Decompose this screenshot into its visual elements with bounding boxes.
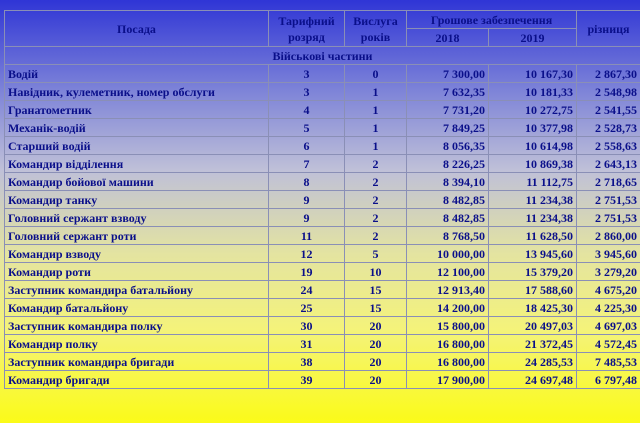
table-row bbox=[5, 353, 640, 371]
cell-pay-2019: 11 112,75 bbox=[489, 173, 577, 191]
cell-difference: 4 697,03 bbox=[577, 317, 640, 335]
cell-pay-2019: 20 497,03 bbox=[489, 317, 577, 335]
cell-service: 2 bbox=[345, 173, 407, 191]
cell-pay-2019: 10 614,98 bbox=[489, 137, 577, 155]
table-row bbox=[5, 101, 640, 119]
cell-service: 2 bbox=[345, 227, 407, 245]
cell-service: 15 bbox=[345, 281, 407, 299]
header-year-2019: 2019 bbox=[489, 29, 577, 47]
cell-position: Водій bbox=[5, 65, 269, 83]
table-row bbox=[5, 245, 640, 263]
header-difference: різниця bbox=[577, 11, 640, 47]
cell-pay-2018: 8 482,85 bbox=[407, 209, 489, 227]
table-row bbox=[5, 227, 640, 245]
cell-difference: 2 548,98 bbox=[577, 83, 640, 101]
cell-difference: 4 675,20 bbox=[577, 281, 640, 299]
cell-pay-2018: 7 300,00 bbox=[407, 65, 489, 83]
table-row bbox=[5, 299, 640, 317]
cell-rank: 6 bbox=[269, 137, 345, 155]
cell-position: Механік-водій bbox=[5, 119, 269, 137]
cell-pay-2019: 24 285,53 bbox=[489, 353, 577, 371]
cell-rank: 5 bbox=[269, 119, 345, 137]
header-rank-line2: розряд bbox=[288, 29, 325, 44]
cell-service: 5 bbox=[345, 245, 407, 263]
cell-service: 2 bbox=[345, 209, 407, 227]
cell-rank: 30 bbox=[269, 317, 345, 335]
cell-service: 0 bbox=[345, 65, 407, 83]
cell-pay-2018: 17 900,00 bbox=[407, 371, 489, 389]
cell-rank: 7 bbox=[269, 155, 345, 173]
cell-difference: 7 485,53 bbox=[577, 353, 640, 371]
cell-service: 10 bbox=[345, 263, 407, 281]
cell-position: Головний сержант роти bbox=[5, 227, 269, 245]
cell-position: Командир бригади bbox=[5, 371, 269, 389]
cell-pay-2019: 18 425,30 bbox=[489, 299, 577, 317]
header-pay: Грошове забезпечення bbox=[407, 11, 577, 29]
header-rank bbox=[269, 11, 345, 47]
cell-difference: 3 279,20 bbox=[577, 263, 640, 281]
cell-difference: 2 541,55 bbox=[577, 101, 640, 119]
cell-position: Командир полку bbox=[5, 335, 269, 353]
cell-position: Гранатометник bbox=[5, 101, 269, 119]
table-row bbox=[5, 209, 640, 227]
table-row bbox=[5, 137, 640, 155]
cell-pay-2018: 7 632,35 bbox=[407, 83, 489, 101]
cell-pay-2018: 7 731,20 bbox=[407, 101, 489, 119]
cell-service: 1 bbox=[345, 137, 407, 155]
cell-rank: 9 bbox=[269, 191, 345, 209]
cell-pay-2019: 11 234,38 bbox=[489, 191, 577, 209]
cell-position: Заступник командира бригади bbox=[5, 353, 269, 371]
cell-difference: 2 643,13 bbox=[577, 155, 640, 173]
cell-position: Командир батальйону bbox=[5, 299, 269, 317]
table-row bbox=[5, 281, 640, 299]
table-row bbox=[5, 83, 640, 101]
cell-pay-2019: 11 628,50 bbox=[489, 227, 577, 245]
cell-pay-2018: 12 100,00 bbox=[407, 263, 489, 281]
cell-pay-2019: 17 588,60 bbox=[489, 281, 577, 299]
table-row bbox=[5, 119, 640, 137]
cell-pay-2018: 8 768,50 bbox=[407, 227, 489, 245]
cell-service: 20 bbox=[345, 335, 407, 353]
cell-rank: 39 bbox=[269, 371, 345, 389]
cell-rank: 8 bbox=[269, 173, 345, 191]
cell-difference: 3 945,60 bbox=[577, 245, 640, 263]
header-service-line1: Вислуга bbox=[353, 13, 398, 28]
cell-position: Командир танку bbox=[5, 191, 269, 209]
cell-position: Заступник командира батальйону bbox=[5, 281, 269, 299]
cell-difference: 6 797,48 bbox=[577, 371, 640, 389]
table-row bbox=[5, 191, 640, 209]
header-service-line2: років bbox=[360, 29, 391, 44]
cell-pay-2019: 11 234,38 bbox=[489, 209, 577, 227]
cell-pay-2018: 8 394,10 bbox=[407, 173, 489, 191]
cell-difference: 2 558,63 bbox=[577, 137, 640, 155]
cell-difference: 2 867,30 bbox=[577, 65, 640, 83]
cell-pay-2019: 13 945,60 bbox=[489, 245, 577, 263]
cell-difference: 2 860,00 bbox=[577, 227, 640, 245]
cell-rank: 24 bbox=[269, 281, 345, 299]
cell-pay-2019: 15 379,20 bbox=[489, 263, 577, 281]
cell-pay-2018: 16 800,00 bbox=[407, 335, 489, 353]
cell-pay-2019: 10 377,98 bbox=[489, 119, 577, 137]
cell-service: 1 bbox=[345, 101, 407, 119]
table-row bbox=[5, 155, 640, 173]
cell-pay-2018: 14 200,00 bbox=[407, 299, 489, 317]
cell-pay-2019: 10 167,30 bbox=[489, 65, 577, 83]
cell-service: 20 bbox=[345, 317, 407, 335]
table-row bbox=[5, 65, 640, 83]
cell-position: Головний сержант взводу bbox=[5, 209, 269, 227]
cell-position: Командир взводу bbox=[5, 245, 269, 263]
table-row bbox=[5, 173, 640, 191]
cell-pay-2019: 10 869,38 bbox=[489, 155, 577, 173]
cell-rank: 3 bbox=[269, 65, 345, 83]
cell-difference: 2 751,53 bbox=[577, 191, 640, 209]
cell-pay-2018: 8 482,85 bbox=[407, 191, 489, 209]
table-row bbox=[5, 335, 640, 353]
header-rank-line1: Тарифний bbox=[278, 13, 335, 28]
salary-table bbox=[4, 10, 640, 389]
cell-service: 15 bbox=[345, 299, 407, 317]
cell-service: 2 bbox=[345, 191, 407, 209]
cell-pay-2018: 12 913,40 bbox=[407, 281, 489, 299]
cell-difference: 2 751,53 bbox=[577, 209, 640, 227]
cell-difference: 4 572,45 bbox=[577, 335, 640, 353]
cell-difference: 2 718,65 bbox=[577, 173, 640, 191]
cell-service: 20 bbox=[345, 371, 407, 389]
cell-pay-2018: 16 800,00 bbox=[407, 353, 489, 371]
cell-rank: 31 bbox=[269, 335, 345, 353]
cell-service: 20 bbox=[345, 353, 407, 371]
header-position: Посада bbox=[5, 11, 269, 47]
cell-pay-2018: 15 800,00 bbox=[407, 317, 489, 335]
cell-rank: 19 bbox=[269, 263, 345, 281]
cell-pay-2018: 8 056,35 bbox=[407, 137, 489, 155]
cell-position: Навідник, кулеметник, номер обслуги bbox=[5, 83, 269, 101]
cell-position: Старший водій bbox=[5, 137, 269, 155]
header-service bbox=[345, 11, 407, 47]
section-row bbox=[5, 47, 640, 65]
cell-pay-2019: 10 181,33 bbox=[489, 83, 577, 101]
cell-pay-2019: 10 272,75 bbox=[489, 101, 577, 119]
cell-pay-2018: 7 849,25 bbox=[407, 119, 489, 137]
cell-rank: 12 bbox=[269, 245, 345, 263]
cell-pay-2018: 8 226,25 bbox=[407, 155, 489, 173]
header-row-1 bbox=[5, 11, 640, 29]
section-title: Військові частини bbox=[5, 47, 640, 65]
cell-rank: 11 bbox=[269, 227, 345, 245]
cell-position: Командир бойової машини bbox=[5, 173, 269, 191]
cell-rank: 3 bbox=[269, 83, 345, 101]
cell-position: Командир відділення bbox=[5, 155, 269, 173]
cell-pay-2018: 10 000,00 bbox=[407, 245, 489, 263]
cell-difference: 2 528,73 bbox=[577, 119, 640, 137]
cell-rank: 25 bbox=[269, 299, 345, 317]
cell-service: 1 bbox=[345, 83, 407, 101]
cell-service: 1 bbox=[345, 119, 407, 137]
cell-service: 2 bbox=[345, 155, 407, 173]
cell-pay-2019: 21 372,45 bbox=[489, 335, 577, 353]
table-row bbox=[5, 317, 640, 335]
cell-position: Командир роти bbox=[5, 263, 269, 281]
table-row bbox=[5, 371, 640, 389]
cell-difference: 4 225,30 bbox=[577, 299, 640, 317]
table-row bbox=[5, 263, 640, 281]
cell-position: Заступник командира полку bbox=[5, 317, 269, 335]
cell-rank: 38 bbox=[269, 353, 345, 371]
header-year-2018: 2018 bbox=[407, 29, 489, 47]
cell-rank: 9 bbox=[269, 209, 345, 227]
cell-rank: 4 bbox=[269, 101, 345, 119]
cell-pay-2019: 24 697,48 bbox=[489, 371, 577, 389]
